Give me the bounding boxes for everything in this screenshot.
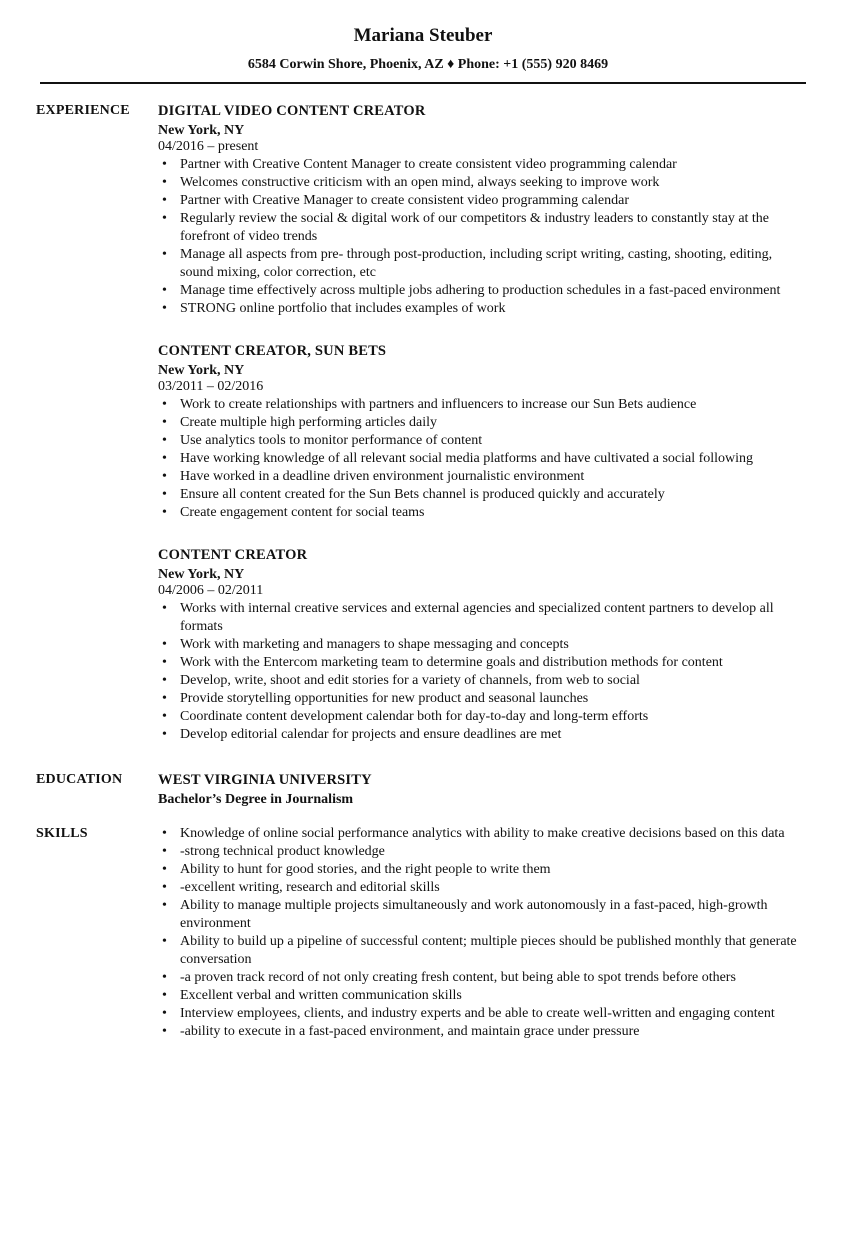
job-duty: • STRONG online portfolio that includes examples of work (158, 300, 806, 318)
job-duty: • Coordinate content development calendar both for day-to-day and long-term efforts (158, 708, 806, 726)
job-title: DIGITAL VIDEO CONTENT CREATOR (158, 103, 426, 119)
job-dates: 03/2011 – 02/2016 (158, 379, 264, 394)
job-duties-list (158, 600, 806, 744)
job-location: New York, NY (158, 567, 245, 582)
skills-body (158, 825, 806, 1041)
header-divider (40, 82, 806, 84)
job-duties-list (158, 396, 806, 522)
degree-name: Bachelor’s Degree in Journalism (158, 792, 354, 807)
job-duty: • Work with the Entercom marketing team to determine goals and distribution methods for content (158, 654, 806, 672)
job-duty: • Provide storytelling opportunities for new product and seasonal launches (158, 690, 806, 708)
job-location: New York, NY (158, 123, 245, 138)
job-duty: • Work with marketing and managers to shape messaging and concepts (158, 636, 806, 654)
job-entry (158, 546, 806, 744)
section-label-experience: EXPERIENCE (36, 103, 130, 118)
job-dates: 04/2016 – present (158, 139, 259, 154)
job-duty: • Welcomes constructive criticism with an open mind, always seeking to improve work (158, 174, 806, 192)
skill-item: • -ability to execute in a fast-paced environment, and maintain grace under pressure (158, 1023, 806, 1041)
skill-item: • Ability to hunt for good stories, and the right people to write them (158, 861, 806, 879)
job-duties-list (158, 156, 806, 318)
job-entry (158, 342, 806, 522)
job-title: CONTENT CREATOR (158, 547, 308, 563)
experience-body (158, 102, 806, 744)
job-duty: • Manage all aspects from pre- through post-production, including script writing, casting, shooting, editing, sound mixing, color correction, etc (158, 246, 806, 282)
school-name: WEST VIRGINIA UNIVERSITY (158, 772, 372, 788)
skills-section (36, 825, 806, 1041)
skill-item: • Excellent verbal and written communication skills (158, 987, 806, 1005)
job-duty: • Have worked in a deadline driven environment journalistic environment (158, 468, 806, 486)
job-title: CONTENT CREATOR, SUN BETS (158, 343, 387, 359)
job-dates: 04/2006 – 02/2011 (158, 583, 264, 598)
resume-header (36, 24, 806, 84)
skill-item: • Ability to manage multiple projects simultaneously and work autonomously in a fast-paced, high-growth environment (158, 897, 806, 933)
job-duty: • Partner with Creative Content Manager to create consistent video programming calendar (158, 156, 806, 174)
skills-list (158, 825, 806, 1041)
job-duty: • Manage time effectively across multiple jobs adhering to production schedules in a fast-paced environment (158, 282, 806, 300)
job-duty: • Create multiple high performing articles daily (158, 414, 806, 432)
skill-item: • Interview employees, clients, and industry experts and be able to create well-written and engaging content (158, 1005, 806, 1023)
skill-item: • -excellent writing, research and editorial skills (158, 879, 806, 897)
education-body (158, 771, 806, 809)
job-duty: • Ensure all content created for the Sun Bets channel is produced quickly and accurately (158, 486, 806, 504)
job-duty: • Use analytics tools to monitor performance of content (158, 432, 806, 450)
skill-item: • Ability to build up a pipeline of successful content; multiple pieces should be published monthly that generate conversation (158, 933, 806, 969)
job-duty: • Regularly review the social & digital work of our competitors & industry leaders to constantly stay at the forefront of video trends (158, 210, 806, 246)
job-duty: • Work to create relationships with partners and influencers to increase our Sun Bets audience (158, 396, 806, 414)
skill-item: • -strong technical product knowledge (158, 843, 806, 861)
experience-section (36, 102, 806, 744)
section-label-education: EDUCATION (36, 772, 123, 787)
job-entry (158, 102, 806, 318)
section-label-skills: SKILLS (36, 826, 88, 841)
skill-item: • Knowledge of online social performance analytics with ability to make creative decisions based on this data (158, 825, 806, 843)
job-duty: • Partner with Creative Manager to create consistent video programming calendar (158, 192, 806, 210)
job-duty: • Works with internal creative services and external agencies and specialized content partners to develop all formats (158, 600, 806, 636)
job-duty: • Create engagement content for social teams (158, 504, 806, 522)
candidate-name: Mariana Steuber (353, 25, 493, 46)
job-duty: • Develop, write, shoot and edit stories for a variety of channels, from web to social (158, 672, 806, 690)
contact-line: 6584 Corwin Shore, Phoenix, AZ ♦ Phone: +1 (555) 920 8469 (247, 57, 609, 72)
job-duty: • Develop editorial calendar for projects and ensure deadlines are met (158, 726, 806, 744)
skill-item: • -a proven track record of not only creating fresh content, but being able to spot trends before others (158, 969, 806, 987)
job-duty: • Have working knowledge of all relevant social media platforms and have cultivated a social following (158, 450, 806, 468)
education-section (36, 771, 806, 809)
job-location: New York, NY (158, 363, 245, 378)
